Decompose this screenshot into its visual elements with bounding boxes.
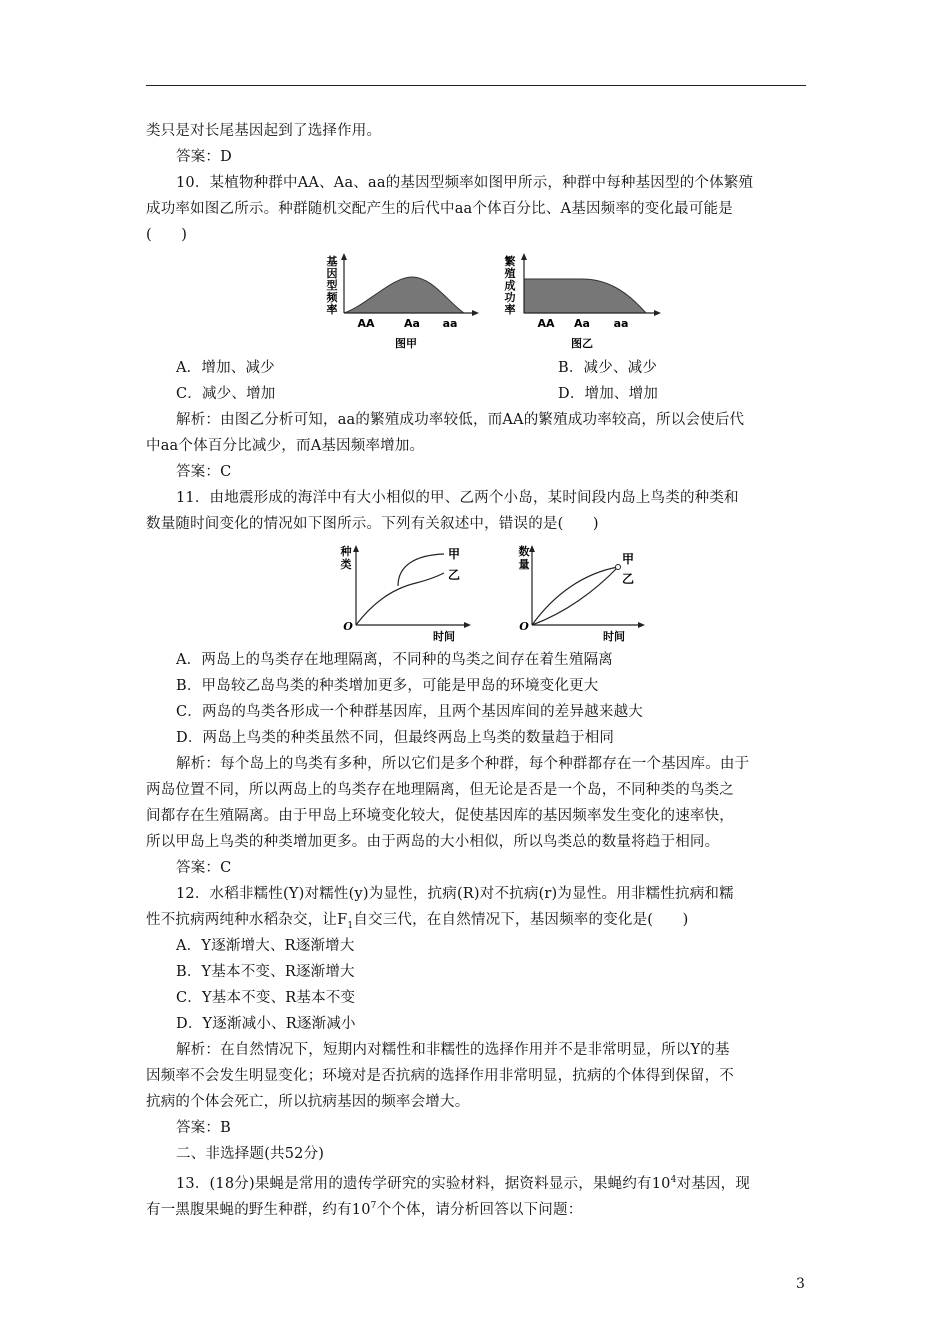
fig11l-ylabel-1: 类 xyxy=(340,558,352,571)
q13-line1: 13．(18分)果蝇是常用的遗传学研究的实验材料，据资料显示，果蝇约有$10^4$对基因，现 xyxy=(176,1175,751,1192)
q10-options-row1 xyxy=(146,355,840,381)
fig11r-series-jia: 甲 xyxy=(622,552,635,566)
fig-jia-ylabel-0: 基 xyxy=(326,255,338,268)
q11-analysis-line4: 所以甲岛上鸟类的种类增加更多。由于两岛的大小相似，所以鸟类总的数量将趋于相同。 xyxy=(146,834,720,850)
fig11r-series-yi: 乙 xyxy=(622,572,635,586)
fig-jia-ylabel-1: 因 xyxy=(326,267,338,280)
q12-option-d: D．Y逐渐减小、R逐渐减小 xyxy=(176,1016,356,1032)
fig-yi-ylabel-4: 率 xyxy=(504,303,516,316)
q12-analysis-line1: 解析：在自然情况下，短期内对糯性和非糯性的选择作用并不是非常明显，所以Y的基 xyxy=(176,1042,730,1058)
fig11r-ylabel-0: 数 xyxy=(518,545,530,558)
q12-analysis-line2: 因频率不会发生明显变化；环境对是否抗病的选择作用非常明显，抗病的个体得到保留，不 xyxy=(146,1068,734,1084)
fig11r-curve-jia xyxy=(532,567,618,625)
fig-yi-tick-AA: AA xyxy=(537,317,555,330)
q11-analysis-line3: 间都存在生殖隔离。由于甲岛上环境变化较大，促使基因库的基因频率发生变化的速率快， xyxy=(146,808,734,824)
q10-analysis-line2: 中aa个体百分比减少，而A基因频率增加。 xyxy=(146,438,425,454)
fig-jia-caption: 图甲 xyxy=(395,337,417,350)
fig-yi-ylabel-1: 殖 xyxy=(504,267,516,280)
q11-analysis-line2: 两岛位置不同，所以两岛上的鸟类存在地理隔离，但无论是否是一个岛，不同种类的鸟类之 xyxy=(146,782,734,798)
page-number: 3 xyxy=(796,1276,805,1292)
q11-option-d: D．两岛上鸟类的种类虽然不同，但最终两岛上鸟类的数量趋于相同 xyxy=(176,730,615,746)
q10-stem-line2: 成功率如图乙所示。种群随机交配产生的后代中aa个体百分比、A基因频率的变化最可能是 xyxy=(146,201,733,217)
fig-yi-area xyxy=(524,279,646,313)
q10-option-d: D．增加、增加 xyxy=(558,386,659,402)
fig-jia-tick-Aa: Aa xyxy=(404,317,420,330)
q10-options-row2 xyxy=(146,381,840,407)
q12-option-a: A．Y逐渐增大、R逐渐增大 xyxy=(176,938,355,954)
q12-stem-line1: 12．水稻非糯性(Y)对糯性(y)为显性，抗病(R)对不抗病(r)为显性。用非糯性抗病和糯 xyxy=(176,886,734,902)
q13-line2: 有一黑腹果蝇的野生种群，约有$10^7$个个体，请分析回答以下问题： xyxy=(146,1201,583,1218)
fig-yi-tick-Aa: Aa xyxy=(574,317,590,330)
figure-q11-species xyxy=(336,543,486,643)
q10-stem-line3: ( ) xyxy=(146,227,188,243)
fig11l-origin: O xyxy=(343,620,353,633)
q11-answer: 答案：C xyxy=(176,860,232,876)
fig-yi-ylabel-2: 成 xyxy=(504,279,516,292)
fig11r-ylabel-1: 量 xyxy=(518,558,530,571)
fig-yi-caption: 图乙 xyxy=(571,337,593,350)
fig11l-series-jia: 甲 xyxy=(447,547,461,561)
fig11l-series-yi: 乙 xyxy=(447,568,461,582)
figure-yi xyxy=(500,253,665,353)
continuation-text: 类只是对长尾基因起到了选择作用。 xyxy=(146,123,382,139)
fig-jia-ylabel-2: 型 xyxy=(326,279,338,292)
answer-q9: 答案：D xyxy=(176,149,232,165)
q12-answer: 答案：B xyxy=(176,1120,231,1136)
fig11r-xlabel: 时间 xyxy=(603,630,625,643)
q11-stem-line1: 11．由地震形成的海洋中有大小相似的甲、乙两个小岛，某时间段内岛上鸟类的种类和 xyxy=(176,490,739,506)
fig-jia-tick-AA: AA xyxy=(357,317,375,330)
q11-option-a: A．两岛上的鸟类存在地理隔离，不同种的鸟类之间存在着生殖隔离 xyxy=(176,652,613,668)
q10-analysis-line1: 解析：由图乙分析可知，aa的繁殖成功率较低，而AA的繁殖成功率较高，所以会使后代 xyxy=(176,412,745,428)
fig-yi-ylabel-3: 功 xyxy=(504,291,516,304)
q12-option-b: B．Y基本不变、R逐渐增大 xyxy=(176,964,355,980)
fig11r-curve-yi xyxy=(532,567,618,625)
fig-jia-ylabel-3: 频 xyxy=(326,291,338,304)
figure-q11-quantity xyxy=(510,543,660,643)
q10-stem-line1: 10．某植物种群中AA、Aa、aa的基因型频率如图甲所示，种群中每种基因型的个体繁殖 xyxy=(176,175,754,191)
fig-yi-ylabel-0: 繁 xyxy=(504,255,516,268)
fig-jia-ylabel-4: 率 xyxy=(326,303,338,316)
q10-option-c: C．减少、增加 xyxy=(176,386,276,402)
q11-stem-line2: 数量随时间变化的情况如下图所示。下列有关叙述中，错误的是( ) xyxy=(146,516,599,532)
q11-option-c: C．两岛的鸟类各形成一个种群基因库，且两个基因库间的差异越来越大 xyxy=(176,704,643,720)
fig11l-curve-yi xyxy=(356,573,444,625)
section-title-nonchoice: 二、非选择题(共52分) xyxy=(176,1146,325,1162)
fig-jia-area xyxy=(344,277,464,313)
q10-answer: 答案：C xyxy=(176,464,232,480)
q11-analysis-line1: 解析：每个岛上的鸟类有多种，所以它们是多个种群，每个种群都存在一个基因库。由于 xyxy=(176,756,750,772)
fig-jia-tick-aa: aa xyxy=(442,317,458,330)
fig11l-xlabel: 时间 xyxy=(433,630,455,643)
fig-yi-tick-aa: aa xyxy=(613,317,629,330)
q12-option-c: C．Y基本不变、R基本不变 xyxy=(176,990,356,1006)
header-rule xyxy=(146,85,806,86)
fig11l-ylabel-0: 种 xyxy=(340,545,352,558)
q12-stem-line2: 性不抗病两纯种水稻杂交，让$F_1$自交三代，在自然情况下，基因频率的变化是( ) xyxy=(146,912,689,931)
q11-option-b: B．甲岛较乙岛鸟类的种类增加更多，可能是甲岛的环境变化更大 xyxy=(176,678,599,694)
q10-option-a: A．增加、减少 xyxy=(176,360,275,376)
fig11r-origin: O xyxy=(519,620,529,633)
q12-analysis-line3: 抗病的个体会死亡，所以抗病基因的频率会增大。 xyxy=(146,1094,470,1110)
figure-jia xyxy=(322,253,482,353)
q10-option-b: B．减少、减少 xyxy=(558,360,658,376)
